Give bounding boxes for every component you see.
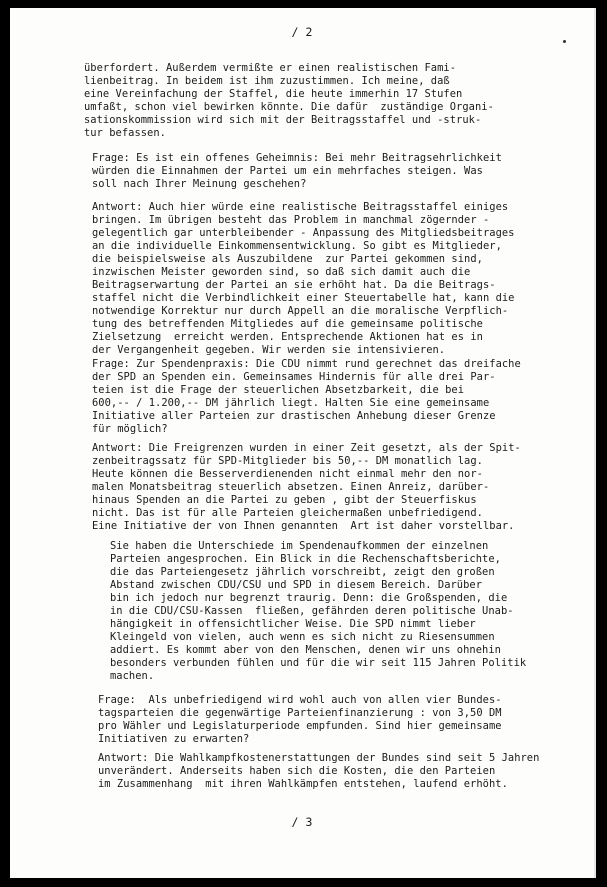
text-line xyxy=(92,292,514,305)
text-line xyxy=(92,358,521,371)
line-text: tagsparteien die gegenwärtige Parteienfinanzierung : von 3,50 DM xyxy=(98,707,502,719)
question-paragraph xyxy=(92,152,502,191)
answer-paragraph xyxy=(92,442,521,533)
text-line xyxy=(92,240,514,253)
text-line xyxy=(110,644,526,657)
text-line xyxy=(110,566,526,579)
speaker-label: Antwort: xyxy=(98,752,155,764)
line-text: Es ist ein offenes Geheimnis: Bei mehr Beitragsehrlichkeit xyxy=(136,152,502,164)
line-text: Zur Spendenpraxis: Die CDU nimmt rund gerechnet das dreifache xyxy=(136,358,521,370)
text-line xyxy=(110,657,526,670)
text-line xyxy=(92,371,521,384)
line-text: Kleingeld von vielen, auch wenn es sich nicht zu Riesensummen xyxy=(110,631,495,643)
line-text: inzwischen Meister geworden sind, so daß sich damit auch die xyxy=(92,266,471,278)
text-line xyxy=(92,279,514,292)
line-text: staffel nicht die Verbindlichkeit einer Steuertabelle hat, kann die xyxy=(92,292,515,304)
text-line xyxy=(92,397,521,410)
text-line xyxy=(98,733,502,746)
line-text: sationskommission wird sich mit der Beitragsstaffel und -struk- xyxy=(84,114,482,126)
line-text: an die individuelle Einkommensentwicklung. So gibt es Mitglieder, xyxy=(92,240,502,252)
line-text: die beispielsweise als Auszubildene zur Partei gekommen sind, xyxy=(92,253,483,265)
line-text: hängigkeit in offensichtlicher Weise. Die SPD nimmt lieber xyxy=(110,618,476,630)
line-text: Heute können die Besserverdienenden nicht einmal mehr den nor- xyxy=(92,468,483,480)
text-line xyxy=(92,266,514,279)
speaker-label: Antwort: xyxy=(92,201,149,213)
line-text: umfaßt, schon viel bewirken könnte. Die dafür zuständige Organi- xyxy=(84,101,494,113)
speaker-label: Frage: xyxy=(92,358,137,370)
text-line xyxy=(98,765,539,778)
line-text: die das Parteiengesetz jährlich vorschreibt, zeigt den großen xyxy=(110,566,495,578)
speck-mark xyxy=(563,40,566,43)
text-line xyxy=(98,694,502,707)
line-text: malen Monatsbeitrag steuerlich absetzen. Einen Anreiz, darüber- xyxy=(92,481,490,493)
text-line xyxy=(110,670,526,683)
line-text: teien ist die Frage der steuerlichen Absetzbarkeit, die bei xyxy=(92,384,465,396)
text-line xyxy=(84,127,494,140)
paragraph-continuation xyxy=(84,62,494,140)
text-line xyxy=(110,540,526,553)
line-text: notwendige Korrektur nur durch Appell an die moralische Verpflich- xyxy=(92,305,509,317)
text-line xyxy=(92,344,514,357)
text-line xyxy=(92,423,521,436)
text-line xyxy=(84,62,494,75)
line-text: machen. xyxy=(110,670,155,682)
answer-continuation-paragraph xyxy=(110,540,526,683)
speaker-label: Frage: xyxy=(98,694,143,706)
line-text: 600,-- / 1.200,-- DM jährlich liegt. Halten Sie eine gemeinsame xyxy=(92,397,490,409)
line-text: soll nach Ihrer Meinung geschehen? xyxy=(92,178,307,190)
line-text: Abstand zwischen CDU/CSU und SPD in diesem Bereich. Darüber xyxy=(110,579,483,591)
line-text: eine Vereinfachung der Staffel, die heute immerhin 17 Stufen xyxy=(84,88,463,100)
line-text: tur befassen. xyxy=(84,127,166,139)
text-line xyxy=(92,201,514,214)
answer-paragraph xyxy=(92,201,514,357)
text-line xyxy=(92,318,514,331)
text-line xyxy=(92,520,521,533)
line-text: hinaus Spenden an die Partei zu geben , gibt der Steuerfiskus xyxy=(92,494,477,506)
line-text: tung des betreffenden Mitgliedes auf die gemeinsame politische xyxy=(92,318,483,330)
text-line xyxy=(92,494,521,507)
text-line xyxy=(98,707,502,720)
line-text: Initiative aller Parteien zur drastischen Anhebung dieser Grenze xyxy=(92,410,496,422)
line-text: Initiativen zu erwarten? xyxy=(98,733,250,745)
line-text: lienbeitrag. In beidem ist ihm zuzustimmen. Ich meine, daß xyxy=(84,75,450,87)
line-text: Sie haben die Unterschiede im Spendenaufkommen der einzelnen xyxy=(110,540,489,552)
line-text: unverändert. Anderseits haben sich die Kosten, die den Parteien xyxy=(98,765,496,777)
text-line xyxy=(92,178,502,191)
text-line xyxy=(92,410,521,423)
line-text: Beitragserwartung der Partei an sie erhöht hat. Da die Beitrags- xyxy=(92,279,496,291)
text-line xyxy=(92,227,514,240)
text-line xyxy=(92,165,502,178)
question-paragraph xyxy=(98,694,502,746)
text-line xyxy=(92,455,521,468)
text-line xyxy=(110,618,526,631)
line-text: Eine Initiative der von Ihnen genannten Art ist daher vorstellbar. xyxy=(92,520,515,532)
page-number-top: / 2 xyxy=(291,25,313,39)
text-line xyxy=(92,152,502,165)
line-text: addiert. Es kommt aber von den Menschen, denen wir uns ohnehin xyxy=(110,644,501,656)
line-text: pro Wähler und Legislaturperiode empfunden. Sind hier gemeinsame xyxy=(98,720,502,732)
text-line xyxy=(92,481,521,494)
text-line xyxy=(110,553,526,566)
text-line xyxy=(110,631,526,644)
document-page xyxy=(10,8,596,878)
page-number-bottom: / 3 xyxy=(291,815,313,829)
line-text: der SPD an Spenden ein. Gemeinsames Hindernis für alle drei Par- xyxy=(92,371,496,383)
text-line xyxy=(84,88,494,101)
line-text: im Zusammenhang mit ihren Wahlkämpfen entstehen, laufend erhöht. xyxy=(98,778,508,790)
speaker-label: Antwort: xyxy=(92,442,149,454)
line-text: Die Wahlkampfkostenerstattungen der Bundes sind seit 5 Jahren xyxy=(154,752,540,764)
text-line xyxy=(110,592,526,605)
answer-paragraph xyxy=(98,752,539,791)
line-text: in die CDU/CSU-Kassen fließen, gefährden deren politische Unab- xyxy=(110,605,514,617)
line-text: für möglich? xyxy=(92,423,168,435)
text-line xyxy=(98,720,502,733)
text-line xyxy=(92,507,521,520)
line-text: Auch hier würde eine realistische Beitragsstaffel einiges xyxy=(148,201,509,213)
text-line xyxy=(84,101,494,114)
line-text: überfordert. Außerdem vermißte er einen realistischen Fami- xyxy=(84,62,457,74)
text-line xyxy=(98,752,539,765)
typewritten-text xyxy=(10,8,594,878)
text-line xyxy=(84,114,494,127)
line-text: nicht. Das ist für alle Parteien gleichermaßen unbefriedigend. xyxy=(92,507,483,519)
line-text: würden die Einnahmen der Partei um ein mehrfaches steigen. Was xyxy=(92,165,483,177)
line-text: Parteien angesprochen. Ein Blick in die Rechenschaftsberichte, xyxy=(110,553,501,565)
text-line xyxy=(84,75,494,88)
line-text: der Vergangenheit gegeben. Wir werden sie intensivieren. xyxy=(92,344,446,356)
text-line xyxy=(92,331,514,344)
text-line xyxy=(98,778,539,791)
line-text: besonders verbunden fühlen und für die wir seit 115 Jahren Politik xyxy=(110,657,527,669)
line-text: bin ich jedoch nur begrenzt traurig. Denn: die Großspenden, die xyxy=(110,592,508,604)
line-text: Zielsetzung erreicht werden. Entsprechende Aktionen hat es in xyxy=(92,331,483,343)
line-text: gelegentlich gar unterbleibender - Anpassung des Mitgliedsbeitrages xyxy=(92,227,515,239)
question-paragraph xyxy=(92,358,521,436)
speaker-label: Frage: xyxy=(92,152,137,164)
text-line xyxy=(92,305,514,318)
text-line xyxy=(110,605,526,618)
line-text: bringen. Im übrigen besteht das Problem in manchmal zögernder - xyxy=(92,214,490,226)
text-line xyxy=(92,468,521,481)
line-text: Die Freigrenzen wurden in einer Zeit gesetzt, als der Spit- xyxy=(148,442,521,454)
line-text: Als unbefriedigend wird wohl auch von allen vier Bundes- xyxy=(142,694,502,706)
line-text: zenbeitragssatz für SPD-Mitglieder bis 50,-- DM monatlich lag. xyxy=(92,455,483,467)
text-line xyxy=(92,214,514,227)
text-line xyxy=(92,253,514,266)
text-line xyxy=(110,579,526,592)
text-line xyxy=(92,384,521,397)
text-line xyxy=(92,442,521,455)
